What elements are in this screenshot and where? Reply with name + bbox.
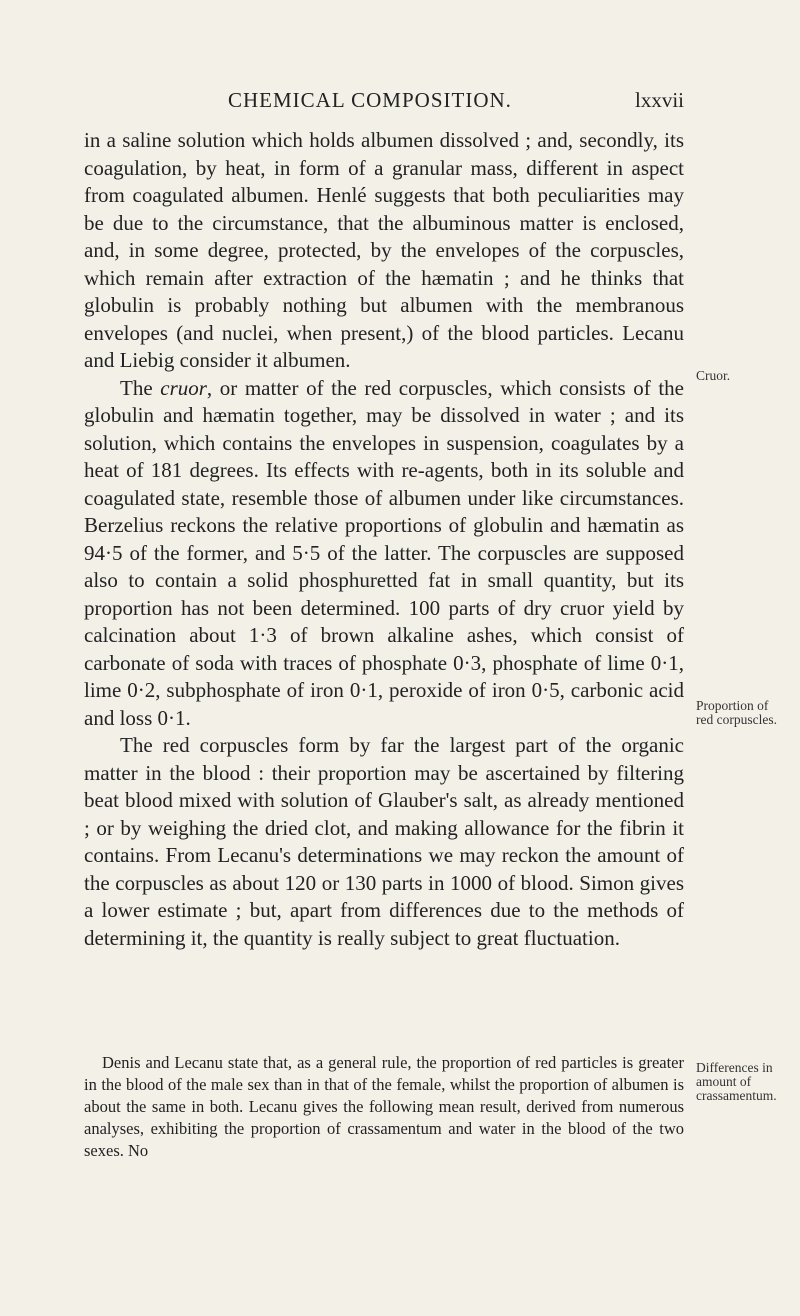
margin-note-proportion: Proportion of red corpuscles. (696, 698, 777, 727)
paragraph-cruor (84, 375, 684, 733)
page-header-title: CHEMICAL COMPOSITION. (228, 88, 512, 112)
paragraph-red-corpuscles: The red corpuscles form by far the largest part of the organic matter in the blood : their proportion may be ascertained by filtering beat blood mixed with solution of Glauber's salt, as already mentioned ; or by weighing the dried clot, and making allowance for the fibrin it contains. From Lecanu's determinations we may reckon the amount of the corpuscles as about 120 or 130 parts in 1000 of blood. Simon gives a lower estimate ; but, apart from differences due to the methods of determining it, the quantity is really subject to great fluctuation. (84, 733, 684, 950)
paragraph-cruor-text: , or matter of the red corpuscles, which consists of the globulin and hæmatin together, may be dissolved in water ; and its solution, which contains the envelopes in suspension, coagulates by a heat of 181 degrees. Its effects with re-agents, both in its soluble and coagulated state, resemble those of albumen under like circumstances. Berzelius reckons the relative proportions of globulin and hæmatin as 94·5 of the former, and 5·5 of the latter. The corpuscles are supposed also to contain a solid phosphuretted fat in small quantity, but its proportion has not been determined. 100 parts of dry cruor yield by calcination about 1·3 of brown alkaline ashes, which consist of carbonate of soda with traces of phosphate 0·3, phosphate of lime 0·1, lime 0·2, subphosphate of iron 0·1, peroxide of iron 0·5, carbonic acid and loss 0·1. (84, 375, 684, 730)
paragraph-cruor-lead: The (120, 375, 161, 400)
term-cruor: cruor (160, 375, 207, 400)
page-number: lxxvii (634, 88, 684, 112)
paragraph-globulin: in a saline solution which holds albumen dissolved ; and, secondly, its coagulation, by heat, in form of a granular mass, different in aspect from coagulated albumen. Henlé suggests that both peculiarities may be due to the circumstance, that the albuminous matter is enclosed, and, in some degree, protected, by the envelopes of the corpuscles, which remain after extraction of the hæmatin ; and he thinks that globulin is probably nothing but albumen with the membranous envelopes (and nuclei, when present,) of the blood particles. Lecanu and Liebig consider it albumen. (84, 128, 684, 372)
small-print-note: Denis and Lecanu state that, as a general rule, the proportion of red particles is greater in the blood of the male sex than in that of the female, whilst the proportion of albumen is about the same in both. Lecanu gives the following mean result, derived from numerous analyses, exhibiting the proportion of crassamentum and water in the blood of the two sexes. No (84, 1053, 684, 1160)
main-text (84, 127, 684, 952)
margin-note-cruor: Cruor. (696, 368, 731, 383)
margin-note-differences: Differences in amount of crassamentum. (696, 1060, 777, 1103)
